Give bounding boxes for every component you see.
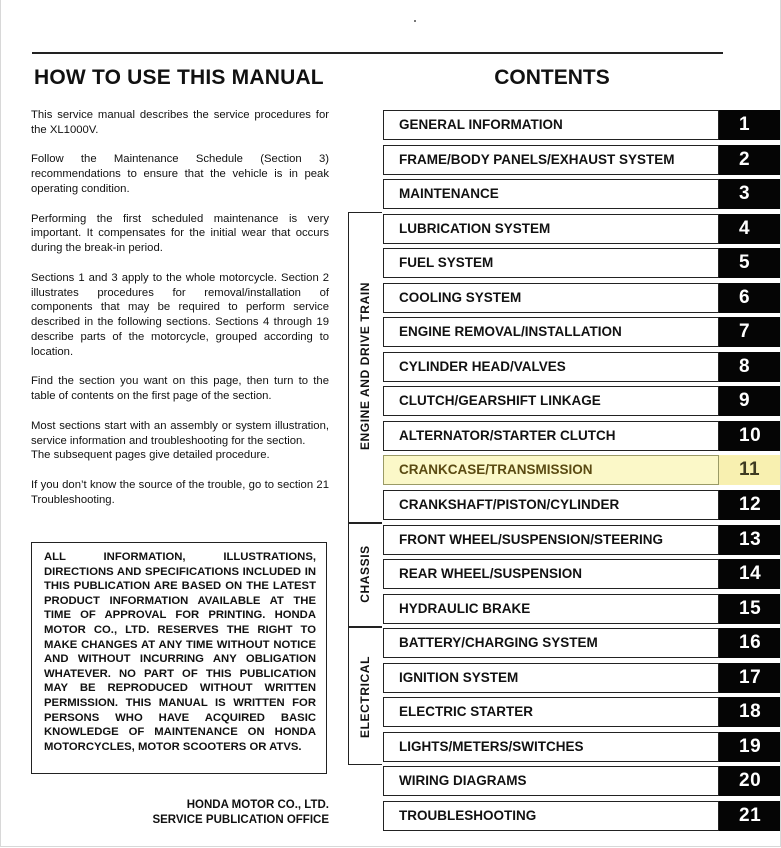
section-start-paragraph: Most sections start with an assembly or system illustration, service information and troubleshooting for the section.	[31, 419, 329, 447]
toc-item-label: HYDRAULIC BRAKE	[383, 594, 719, 624]
troubleshooting-paragraph: If you don’t know the source of the trouble, go to section 21 Troubleshooting.	[31, 478, 329, 506]
electrical-group-label: ELECTRICAL	[358, 656, 372, 738]
maintenance-paragraph: Follow the Maintenance Schedule (Section 3) recommendations to ensure that the vehicle is in peak operating condition.	[31, 153, 329, 195]
how-to-use-heading: HOW TO USE THIS MANUAL	[34, 66, 324, 89]
toc-section-number: 3	[719, 179, 780, 209]
toc-item-label: FRONT WHEEL/SUSPENSION/STEERING	[383, 525, 719, 555]
subsequent-pages-paragraph: The subsequent pages give detailed procedure.	[31, 449, 270, 462]
toc-item-label: ALTERNATOR/STARTER CLUTCH	[383, 421, 719, 451]
first-maintenance-paragraph: Performing the first scheduled maintenance is very important. It compensates for the initial wear that occurs during the break-in period.	[31, 212, 329, 255]
toc-section-number: 15	[719, 594, 780, 624]
toc-section-number: 2	[719, 145, 780, 175]
toc-item-label: LUBRICATION SYSTEM	[383, 214, 719, 244]
toc-item-label: CYLINDER HEAD/VALVES	[383, 352, 719, 382]
toc-item-cylinder-head[interactable]	[383, 352, 780, 382]
toc-section-number: 9	[719, 386, 780, 416]
toc-item-label: CRANKCASE/TRANSMISSION	[383, 455, 719, 485]
toc-item-battery-charging[interactable]	[383, 628, 780, 658]
toc-section-number: 1	[719, 110, 780, 140]
scan-speck	[414, 20, 416, 22]
toc-item-crankcase-transmission[interactable]	[383, 455, 780, 485]
toc-item-crankshaft-piston[interactable]	[383, 490, 780, 520]
toc-item-clutch-gearshift[interactable]	[383, 386, 780, 416]
toc-item-label: CRANKSHAFT/PISTON/CYLINDER	[383, 490, 719, 520]
toc-section-number: 13	[719, 525, 780, 555]
sections-paragraph: Sections 1 and 3 apply to the whole motorcycle. Section 2 illustrates procedures for removal/installation of components that may be required to perform service described in the following sections. Sections 4 through 19 describe parts of the motorcycle, grouped according to location.	[31, 271, 329, 358]
toc-item-label: MAINTENANCE	[383, 179, 719, 209]
toc-section-number: 18	[719, 697, 780, 727]
toc-item-alternator[interactable]	[383, 421, 780, 451]
toc-section-number: 11	[719, 455, 780, 485]
find-section-paragraph: Find the section you want on this page, then turn to the table of contents on the first page of the section.	[31, 375, 329, 403]
toc-item-hydraulic-brake[interactable]	[383, 594, 780, 624]
toc-section-number: 8	[719, 352, 780, 382]
toc-section-number: 10	[719, 421, 780, 451]
toc-section-number: 5	[719, 248, 780, 278]
toc-item-label: FRAME/BODY PANELS/EXHAUST SYSTEM	[383, 145, 719, 175]
toc-section-number: 7	[719, 317, 780, 347]
toc-item-ignition-system[interactable]	[383, 663, 780, 693]
toc-item-maintenance[interactable]	[383, 179, 780, 209]
toc-item-lubrication-system[interactable]	[383, 214, 780, 244]
chassis-group-label: CHASSIS	[358, 545, 372, 603]
publisher-office: SERVICE PUBLICATION OFFICE	[152, 814, 329, 826]
top-rule	[32, 52, 723, 54]
toc-item-label: ELECTRIC STARTER	[383, 697, 719, 727]
toc-item-label: BATTERY/CHARGING SYSTEM	[383, 628, 719, 658]
toc-item-lights-meters[interactable]	[383, 732, 780, 762]
toc-item-label: GENERAL INFORMATION	[383, 110, 719, 140]
disclaimer-box: ALL INFORMATION, ILLUSTRATIONS, DIRECTIONS AND SPECIFICATIONS INCLUDED IN THIS PUBLICATION ARE BASED ON THE LATEST PRODUCT INFORMATION AVAILABLE AT THE TIME OF APPROVAL FOR PRINTING. HONDA MOTOR CO., LTD. RESERVES THE RIGHT TO MAKE CHANGES AT ANY TIME WITHOUT NOTICE AND WITHOUT INCURRING ANY OBLIGATION WHATEVER. NO PART OF THIS PUBLICATION MAY BE REPRODUCED WITHOUT WRITTEN PERMISSION. THIS MANUAL IS WRITTEN FOR PERSONS WHO HAVE ACQUIRED BASIC KNOWLEDGE OF MAINTENANCE ON HONDA MOTORCYCLES, MOTOR SCOOTERS OR ATVS.	[31, 542, 327, 774]
toc-item-engine-removal[interactable]	[383, 317, 780, 347]
intro-paragraph: This service manual describes the service procedures for the XL1000V.	[31, 109, 329, 136]
toc-item-cooling-system[interactable]	[383, 283, 780, 313]
toc-section-number: 16	[719, 628, 780, 658]
toc-section-number: 19	[719, 732, 780, 762]
toc-item-frame-body-panels[interactable]	[383, 145, 780, 175]
toc-item-label: WIRING DIAGRAMS	[383, 766, 719, 796]
toc-item-electric-starter[interactable]	[383, 697, 780, 727]
toc-section-number: 17	[719, 663, 780, 693]
toc-item-fuel-system[interactable]	[383, 248, 780, 278]
how-to-use-body	[31, 108, 329, 522]
toc-item-label: TROUBLESHOOTING	[383, 801, 719, 831]
publisher-footer	[120, 798, 329, 828]
toc-item-label: COOLING SYSTEM	[383, 283, 719, 313]
toc-item-label: REAR WHEEL/SUSPENSION	[383, 559, 719, 589]
contents-heading: CONTENTS	[494, 66, 610, 89]
toc-item-label: IGNITION SYSTEM	[383, 663, 719, 693]
toc-section-number: 4	[719, 214, 780, 244]
toc-item-label: ENGINE REMOVAL/INSTALLATION	[383, 317, 719, 347]
toc-item-front-wheel[interactable]	[383, 525, 780, 555]
toc-section-number: 12	[719, 490, 780, 520]
toc-section-number: 14	[719, 559, 780, 589]
engine-group-label: ENGINE AND DRIVE TRAIN	[358, 281, 372, 451]
toc-item-label: FUEL SYSTEM	[383, 248, 719, 278]
toc-section-number: 21	[719, 801, 780, 831]
toc-item-general-information[interactable]	[383, 110, 780, 140]
toc-section-number: 6	[719, 283, 780, 313]
toc-item-rear-wheel[interactable]	[383, 559, 780, 589]
publisher-name: HONDA MOTOR CO., LTD.	[186, 799, 329, 811]
toc-item-label: CLUTCH/GEARSHIFT LINKAGE	[383, 386, 719, 416]
toc-section-number: 20	[719, 766, 780, 796]
toc-item-label: LIGHTS/METERS/SWITCHES	[383, 732, 719, 762]
toc-item-wiring-diagrams[interactable]	[383, 766, 780, 796]
toc-item-troubleshooting[interactable]	[383, 801, 780, 831]
